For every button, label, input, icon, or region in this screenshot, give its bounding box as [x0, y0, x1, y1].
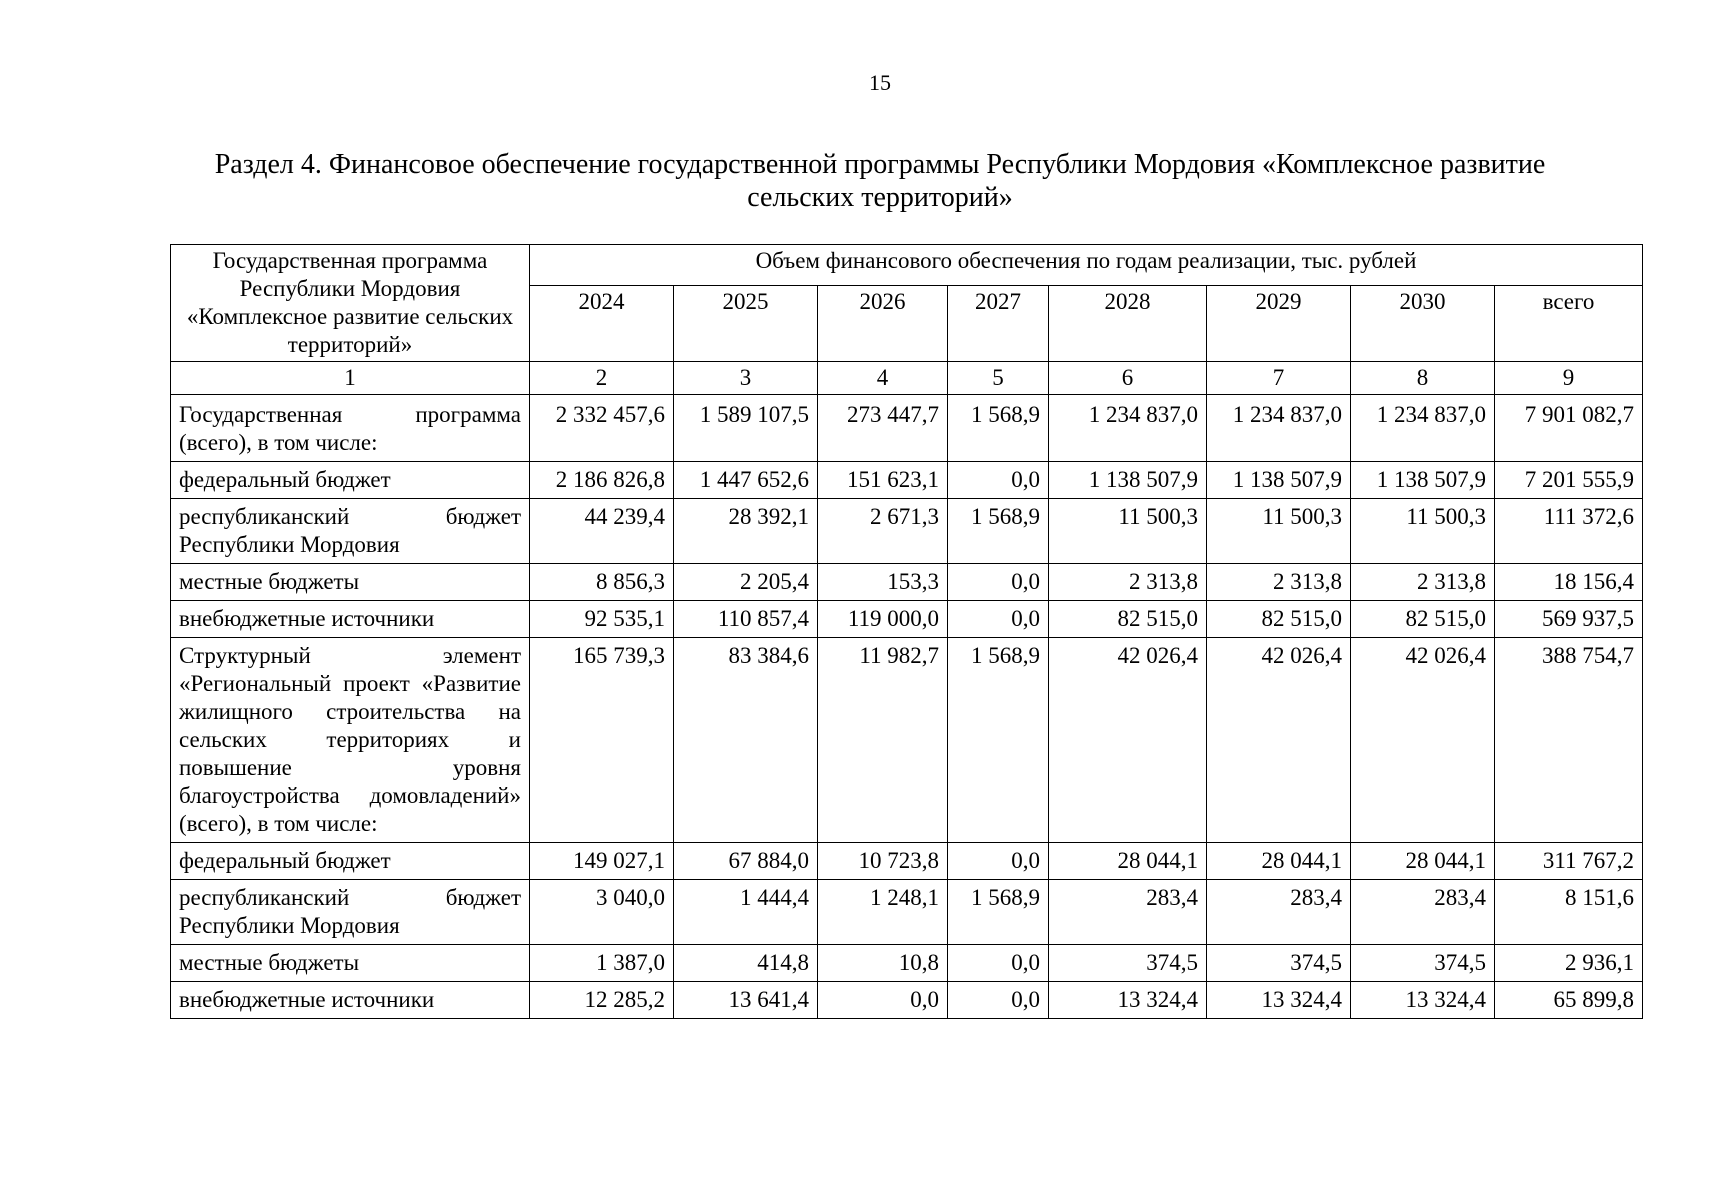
header-volume-cell: Объем финансового обеспечения по годам реализации, тыс. рублей — [530, 245, 1643, 286]
header-row-1 — [171, 245, 1643, 286]
column-number: 1 — [171, 362, 530, 395]
table-row — [171, 945, 1643, 982]
row-label: местные бюджеты — [171, 945, 530, 982]
table-row — [171, 982, 1643, 1019]
row-year-value: 1 387,0 — [530, 945, 674, 982]
row-year-value: 0,0 — [948, 982, 1049, 1019]
row-year-value: 13 324,4 — [1207, 982, 1351, 1019]
row-year-value: 1 568,9 — [948, 499, 1049, 564]
row-year-value: 2 313,8 — [1049, 564, 1207, 601]
row-year-value: 374,5 — [1049, 945, 1207, 982]
row-year-value: 28 044,1 — [1207, 843, 1351, 880]
row-label: республиканский бюджет Республики Мордовия — [171, 880, 530, 945]
row-total-value: 111 372,6 — [1495, 499, 1643, 564]
column-number: 5 — [948, 362, 1049, 395]
table-row — [171, 462, 1643, 499]
row-year-value: 1 138 507,9 — [1049, 462, 1207, 499]
row-year-value: 28 392,1 — [674, 499, 818, 564]
row-year-value: 110 857,4 — [674, 601, 818, 638]
table-row — [171, 601, 1643, 638]
row-total-value: 7 201 555,9 — [1495, 462, 1643, 499]
row-total-value: 569 937,5 — [1495, 601, 1643, 638]
row-year-value: 0,0 — [948, 462, 1049, 499]
row-label: федеральный бюджет — [171, 462, 530, 499]
year-header: 2029 — [1207, 285, 1351, 361]
row-year-value: 283,4 — [1049, 880, 1207, 945]
year-header: 2024 — [530, 285, 674, 361]
table-row — [171, 880, 1643, 945]
row-year-value: 1 138 507,9 — [1351, 462, 1495, 499]
row-year-value: 42 026,4 — [1049, 638, 1207, 843]
row-year-value: 414,8 — [674, 945, 818, 982]
row-year-value: 44 239,4 — [530, 499, 674, 564]
row-year-value: 119 000,0 — [818, 601, 948, 638]
row-year-value: 11 500,3 — [1207, 499, 1351, 564]
row-year-value: 0,0 — [948, 601, 1049, 638]
row-year-value: 28 044,1 — [1351, 843, 1495, 880]
section-title: Раздел 4. Финансовое обеспечение государственной программы Республики Мордовия «Комплексное развитие сельских территорий» — [214, 149, 1546, 213]
row-year-value: 13 324,4 — [1049, 982, 1207, 1019]
row-label: Государственная программа (всего), в том числе: — [171, 395, 530, 462]
row-year-value: 1 444,4 — [674, 880, 818, 945]
row-year-value: 42 026,4 — [1207, 638, 1351, 843]
year-header: 2030 — [1351, 285, 1495, 361]
column-number: 3 — [674, 362, 818, 395]
row-year-value: 1 248,1 — [818, 880, 948, 945]
row-total-value: 2 936,1 — [1495, 945, 1643, 982]
year-header: 2027 — [948, 285, 1049, 361]
column-number: 6 — [1049, 362, 1207, 395]
total-header: всего — [1495, 285, 1643, 361]
column-number: 4 — [818, 362, 948, 395]
row-year-value: 1 234 837,0 — [1351, 395, 1495, 462]
row-year-value: 82 515,0 — [1207, 601, 1351, 638]
row-year-value: 1 138 507,9 — [1207, 462, 1351, 499]
row-total-value: 18 156,4 — [1495, 564, 1643, 601]
row-year-value: 151 623,1 — [818, 462, 948, 499]
row-year-value: 283,4 — [1351, 880, 1495, 945]
row-year-value: 92 535,1 — [530, 601, 674, 638]
row-year-value: 374,5 — [1351, 945, 1495, 982]
row-year-value: 0,0 — [948, 945, 1049, 982]
column-number: 8 — [1351, 362, 1495, 395]
row-year-value: 42 026,4 — [1351, 638, 1495, 843]
table-row — [171, 395, 1643, 462]
table-row — [171, 564, 1643, 601]
table-row — [171, 499, 1643, 564]
row-year-value: 1 447 652,6 — [674, 462, 818, 499]
row-label: местные бюджеты — [171, 564, 530, 601]
row-year-value: 153,3 — [818, 564, 948, 601]
row-label: внебюджетные источники — [171, 601, 530, 638]
row-year-value: 82 515,0 — [1049, 601, 1207, 638]
row-year-value: 12 285,2 — [530, 982, 674, 1019]
row-year-value: 165 739,3 — [530, 638, 674, 843]
row-year-value: 1 568,9 — [948, 395, 1049, 462]
header-program-cell: Государственная программа Республики Мордовия «Комплексное развитие сельских территорий» — [171, 245, 530, 362]
row-year-value: 8 856,3 — [530, 564, 674, 601]
row-year-value: 11 500,3 — [1049, 499, 1207, 564]
row-label: Структурный элемент «Региональный проект «Развитие жилищного строительства на сельских территориях и повышение уровня благоустройства домовладений» (всего), в том числе: — [171, 638, 530, 843]
row-year-value: 1 568,9 — [948, 880, 1049, 945]
row-year-value: 2 332 457,6 — [530, 395, 674, 462]
row-year-value: 1 568,9 — [948, 638, 1049, 843]
column-number: 9 — [1495, 362, 1643, 395]
row-year-value: 11 982,7 — [818, 638, 948, 843]
row-year-value: 149 027,1 — [530, 843, 674, 880]
row-total-value: 65 899,8 — [1495, 982, 1643, 1019]
row-year-value: 1 234 837,0 — [1207, 395, 1351, 462]
row-total-value: 388 754,7 — [1495, 638, 1643, 843]
column-number: 7 — [1207, 362, 1351, 395]
row-year-value: 0,0 — [948, 564, 1049, 601]
row-year-value: 13 641,4 — [674, 982, 818, 1019]
year-header: 2025 — [674, 285, 818, 361]
page-number: 15 — [869, 70, 891, 95]
row-year-value: 1 234 837,0 — [1049, 395, 1207, 462]
row-total-value: 7 901 082,7 — [1495, 395, 1643, 462]
table-row — [171, 843, 1643, 880]
row-year-value: 10,8 — [818, 945, 948, 982]
table-row — [171, 638, 1643, 843]
row-year-value: 2 313,8 — [1351, 564, 1495, 601]
row-label: федеральный бюджет — [171, 843, 530, 880]
column-number-row — [171, 362, 1643, 395]
row-total-value: 311 767,2 — [1495, 843, 1643, 880]
row-year-value: 2 313,8 — [1207, 564, 1351, 601]
row-year-value: 1 589 107,5 — [674, 395, 818, 462]
row-year-value: 28 044,1 — [1049, 843, 1207, 880]
row-year-value: 13 324,4 — [1351, 982, 1495, 1019]
row-year-value: 67 884,0 — [674, 843, 818, 880]
row-year-value: 0,0 — [948, 843, 1049, 880]
row-year-value: 83 384,6 — [674, 638, 818, 843]
column-number: 2 — [530, 362, 674, 395]
year-header: 2026 — [818, 285, 948, 361]
row-year-value: 3 040,0 — [530, 880, 674, 945]
row-year-value: 2 671,3 — [818, 499, 948, 564]
financing-table — [170, 244, 1643, 1019]
row-year-value: 11 500,3 — [1351, 499, 1495, 564]
row-year-value: 374,5 — [1207, 945, 1351, 982]
table-body — [171, 395, 1643, 1019]
row-year-value: 2 186 826,8 — [530, 462, 674, 499]
row-year-value: 10 723,8 — [818, 843, 948, 880]
row-total-value: 8 151,6 — [1495, 880, 1643, 945]
row-year-value: 0,0 — [818, 982, 948, 1019]
row-year-value: 82 515,0 — [1351, 601, 1495, 638]
row-year-value: 283,4 — [1207, 880, 1351, 945]
row-year-value: 2 205,4 — [674, 564, 818, 601]
year-header: 2028 — [1049, 285, 1207, 361]
row-year-value: 273 447,7 — [818, 395, 948, 462]
row-label: внебюджетные источники — [171, 982, 530, 1019]
row-label: республиканский бюджет Республики Мордовия — [171, 499, 530, 564]
